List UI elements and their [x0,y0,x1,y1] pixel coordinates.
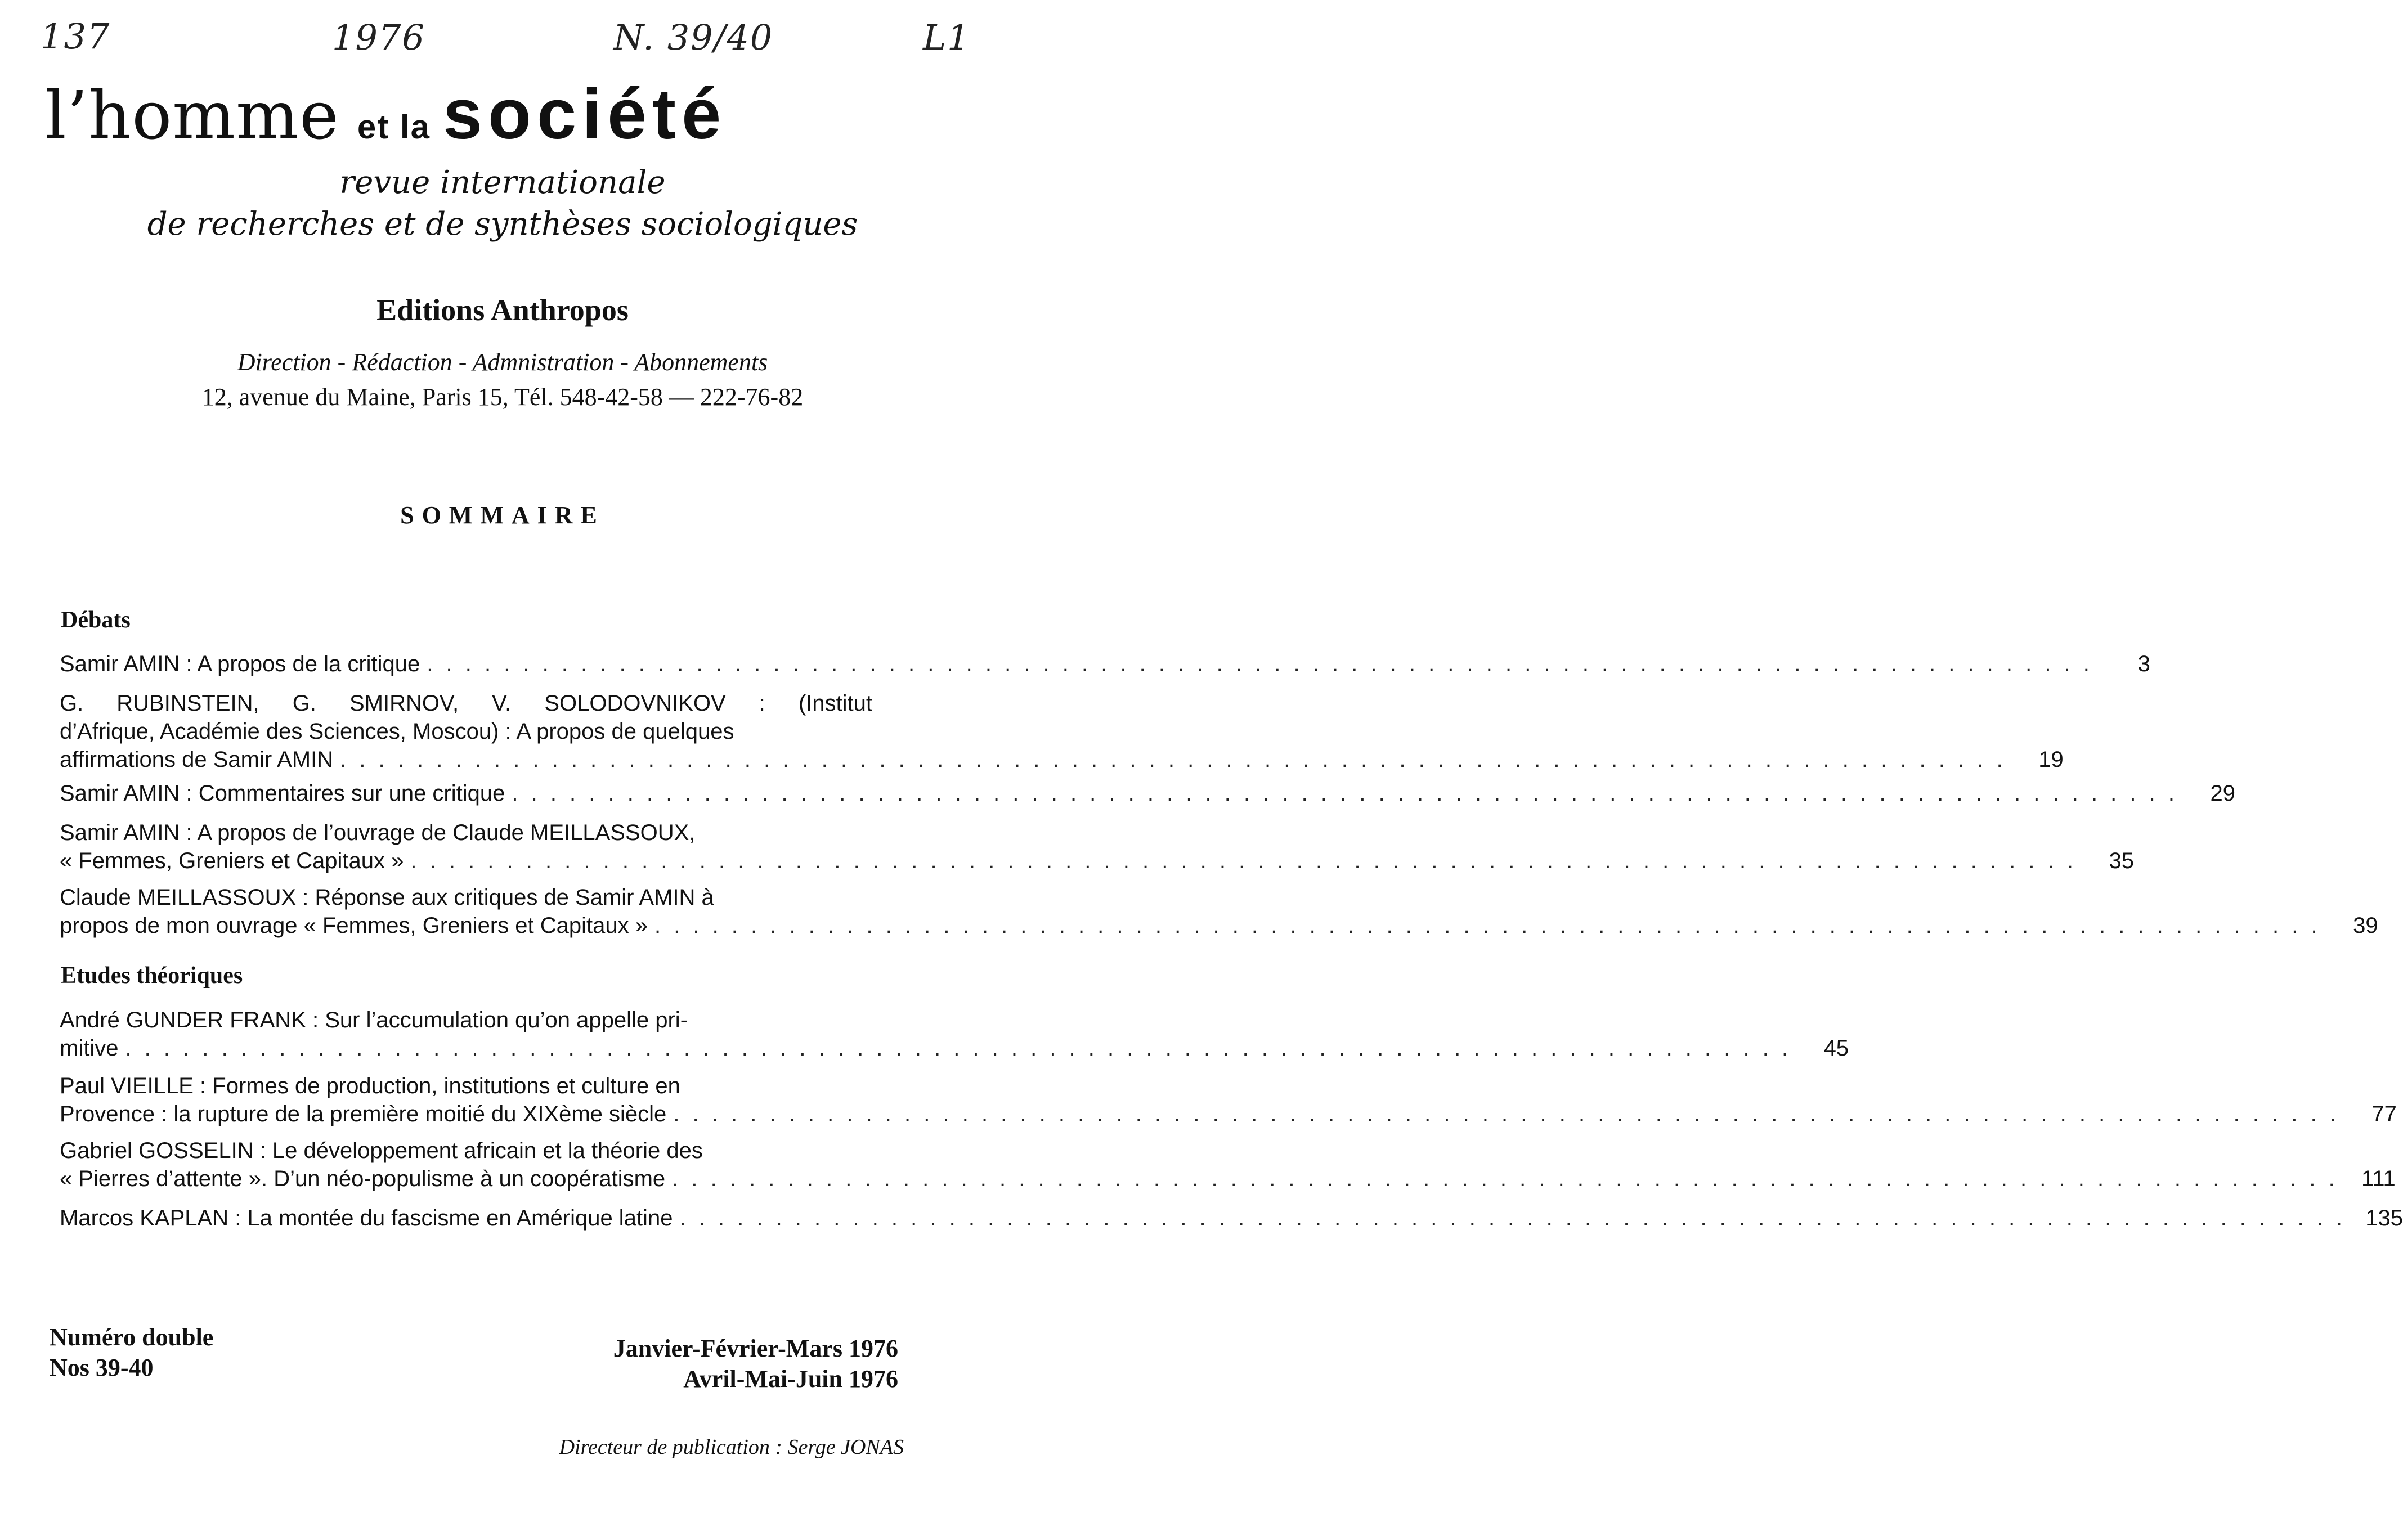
publisher-name: Editions Anthropos [376,293,629,327]
toc-page-number: 29 [2210,781,2235,806]
toc-page-number: 39 [2353,913,2378,938]
toc-entry-text: Samir AMIN : A propos de l’ouvrage de Claude MEILLASSOUX, [60,820,696,845]
toc-entry-text: Samir AMIN : Commentaires sur une critique [60,781,505,806]
leader-dots: . . . . . . . . . . . . . . . . . . . . . . . . . . . . . . . . . . . . . . . . . . . . . . . . . . . . . . . . . . . . . . . . . . . . . . . . . . . . . . . . . . . . . . . [512,781,2178,806]
toc-entry [60,779,2235,807]
toc-entry-text: André GUNDER FRANK : Sur l’accumulation qu’on appelle pri- [60,1008,688,1032]
handwritten-code: L1 [923,17,971,58]
toc-entry [60,819,2134,875]
toc-page-number: 3 [2137,652,2150,676]
toc-page-number: 19 [2038,747,2064,772]
issue-period-1: Janvier-Février-Mars 1976 [613,1335,898,1362]
toc-entry-text: Claude MEILLASSOUX : Réponse aux critiques de Samir AMIN à [60,885,714,910]
toc-entry [60,1137,2396,1193]
toc-page-number: 135 [2365,1206,2403,1231]
toc-entry-text: « Femmes, Greniers et Capitaux » [60,848,404,873]
toc-page-number: 35 [2109,848,2134,873]
journal-title [45,73,968,155]
leader-dots: . . . . . . . . . . . . . . . . . . . . . . . . . . . . . . . . . . . . . . . . . . . . . . . . . . . . . . . . . . . . . . . . . . . . . . . . . . . . . . . . . . . . . . . [340,747,2006,772]
toc-entry-text: G. RUBINSTEIN, G. SMIRNOV, V. SOLODOVNIKOV : (Institut [60,691,872,716]
toc-entry-text: Samir AMIN : A propos de la critique [60,652,420,676]
leader-dots: . . . . . . . . . . . . . . . . . . . . . . . . . . . . . . . . . . . . . . . . . . . . . . . . . . . . . . . . . . . . . . . . . . . . . . . . . . . . . . . . . . . . . . . [427,652,2093,676]
leader-dots: . . . . . . . . . . . . . . . . . . . . . . . . . . . . . . . . . . . . . . . . . . . . . . . . . . . . . . . . . . . . . . . . . . . . . . . . . . . . . . . . . . . . . . . [654,913,2321,938]
toc-page-number: 45 [1823,1036,1849,1061]
toc-entry [60,689,2064,774]
contents-heading: SOMMAIRE [400,501,605,529]
toc-entry-text: Paul VIEILLE : Formes de production, institutions et culture en [60,1074,680,1098]
toc-entry [60,1072,2397,1128]
leader-dots: . . . . . . . . . . . . . . . . . . . . . . . . . . . . . . . . . . . . . . . . . . . . . . . . . . . . . . . . . . . . . . . . . . . . . . . . . . . . . . . . . . . . . . . [673,1102,2339,1126]
toc-entry-text: mitive [60,1036,119,1061]
leader-dots: . . . . . . . . . . . . . . . . . . . . . . . . . . . . . . . . . . . . . . . . . . . . . . . . . . . . . . . . . . . . . . . . . . . . . . . . . . . . . . . . . . . . . . . [410,848,2077,873]
section-title-etudes-theoriques: Etudes théoriques [61,963,243,989]
issue-numbers: Nos 39-40 [50,1354,154,1381]
subtitle-line-2: de recherches et de synthèses sociologiques [147,206,858,243]
section-title-debats: Débats [61,607,131,633]
toc-entry-text: « Pierres d’attente ». D’un néo-populisme à un coopératisme [60,1166,666,1191]
toc-entry-text: Provence : la rupture de la première moitié du XIXème siècle [60,1102,667,1126]
issue-period-2: Avril-Mai-Juin 1976 [683,1365,898,1393]
publisher-services: Direction - Rédaction - Admnistration - Abonnements [237,348,768,376]
handwritten-issue-ref: N. 39/40 [613,17,774,58]
toc-entry [60,650,2150,678]
toc-page-number: 77 [2371,1102,2397,1126]
publication-director: Directeur de publication : Serge JONAS [559,1435,904,1459]
handwritten-number: 137 [41,16,111,57]
title-part-societe: société [442,74,727,154]
leader-dots: . . . . . . . . . . . . . . . . . . . . . . . . . . . . . . . . . . . . . . . . . . . . . . . . . . . . . . . . . . . . . . . . . . . . . . . . . . . . . . . . . . . . . . . [679,1206,2346,1231]
issue-info [50,1322,213,1383]
subtitle-line-1: revue internationale [339,164,666,201]
toc-entry-text: Marcos KAPLAN : La montée du fascisme en Amérique latine [60,1206,673,1231]
toc-entry-text: Gabriel GOSSELIN : Le développement africain et la théorie des [60,1138,703,1163]
publisher-address: 12, avenue du Maine, Paris 15, Tél. 548-42-58 — 222-76-82 [201,383,804,411]
issue-type: Numéro double [50,1323,214,1351]
toc-entry-text: affirmations de Samir AMIN [60,747,334,772]
toc-entry [60,1006,1849,1062]
leader-dots: . . . . . . . . . . . . . . . . . . . . . . . . . . . . . . . . . . . . . . . . . . . . . . . . . . . . . . . . . . . . . . . . . . . . . . . . . . . . . . . . . . . . . . . [125,1036,1792,1061]
leader-dots: . . . . . . . . . . . . . . . . . . . . . . . . . . . . . . . . . . . . . . . . . . . . . . . . . . . . . . . . . . . . . . . . . . . . . . . . . . . . . . . . . . . . . . . [672,1166,2338,1191]
toc-entry [60,1204,2403,1232]
toc-entry-text: propos de mon ouvrage « Femmes, Greniers et Capitaux » [60,913,648,938]
toc-page-number: 111 [2361,1166,2396,1191]
title-part-et-la: et la [357,108,431,146]
title-part-homme: l’homme [45,77,339,154]
toc-entry [60,883,2378,940]
toc-entry-text: d’Afrique, Académie des Sciences, Moscou) : A propos de quelques [60,719,734,744]
issue-dates [613,1334,898,1394]
handwritten-year: 1976 [332,17,425,58]
